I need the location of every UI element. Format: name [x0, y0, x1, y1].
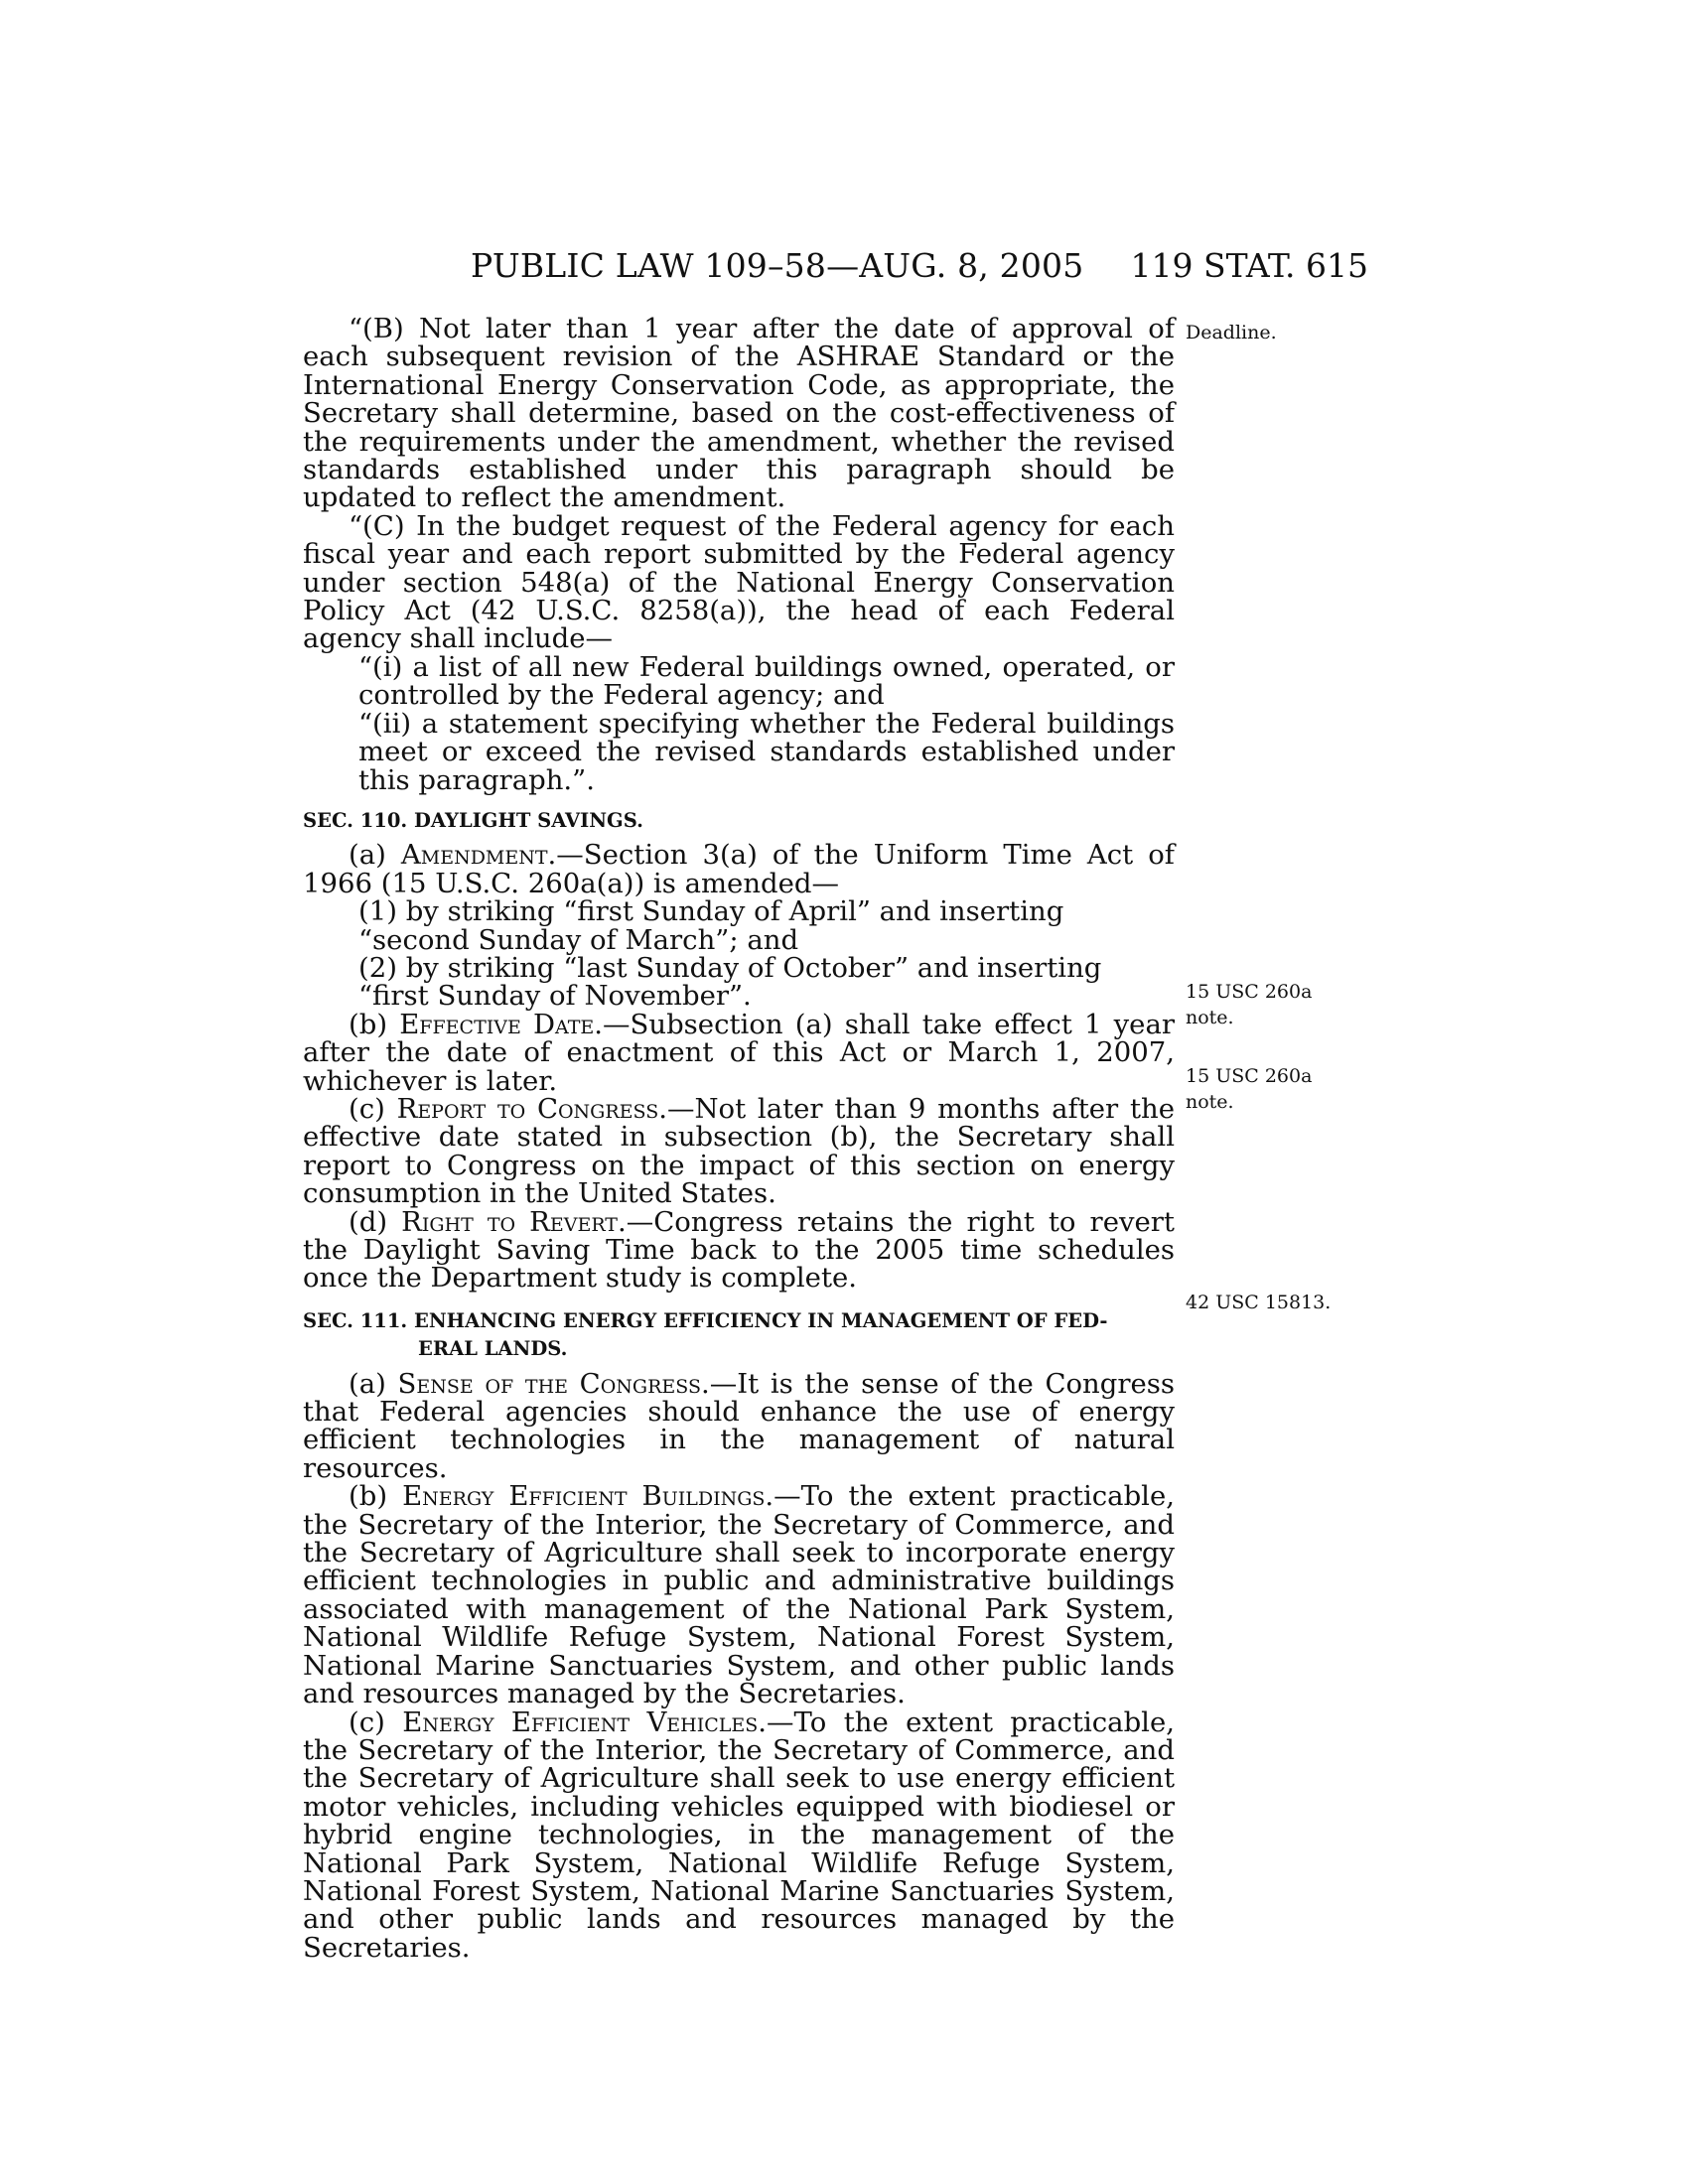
sec110-c-text: —Not later than 9 months after the effective date stated in subsection (b), the Secretary shall report to Congress on the impact of this section on energy consumption in the United States. [303, 1092, 1175, 1210]
sec110-b-caption: Effective Date. [399, 1008, 604, 1040]
sec110-a-clause-1: (1) by striking “first Sunday of April” and inserting “second Sunday of March”; and [358, 895, 1064, 956]
sec110-a-text: —Section 3(a) of the Uniform Time Act of 1966 (15 U.S.C. 260a(a)) is amended— [303, 839, 1175, 899]
margin-note-usc-3: 42 USC 15813. [1186, 1292, 1332, 1313]
section-111-heading [303, 1307, 1175, 1364]
margin-note-usc-1: 15 USC 260a note. [1186, 981, 1313, 1028]
sec110-a-caption: Amendment. [400, 839, 557, 872]
sec110-b-text: —Subsection (a) shall take effect 1 year after the date of enactment of this Act or March 1, 2007, whichever is later. [303, 1008, 1175, 1097]
sec111-subsection-b [303, 1480, 1175, 1710]
sec111-subsection-c [303, 1708, 1175, 1963]
sec111-c-caption: Energy Efficient Vehicles. [402, 1706, 768, 1738]
paragraph-c: “(C) In the budget request of the Federal agency for each fiscal year and each report submitted by the Federal agency under section 548(a) of the National Energy Conservation Policy Act (42 U.S.C. 8258(a)), the head of each Federal agency shall include— [303, 509, 1175, 655]
sec110-subsection-b [303, 1008, 1175, 1097]
sec111-heading-line-1: SEC. 111. ENHANCING ENERGY EFFICIENCY IN MANAGEMENT OF FED- [303, 1308, 1108, 1332]
sec110-subsection-a [303, 841, 1175, 897]
clause-c-ii: “(ii) a statement specifying whether the Federal buildings meet or exceed the revised standards established under this paragraph.”. [358, 707, 1175, 796]
sec110-subsection-d [303, 1205, 1175, 1295]
margin-note-usc-2: 15 USC 260a note. [1186, 1065, 1313, 1113]
section-110-heading: SEC. 110. DAYLIGHT SAVINGS. [303, 808, 643, 832]
sec110-subsection-c [303, 1092, 1175, 1210]
sec110-b-label: (b) [349, 1008, 400, 1040]
margin-note-deadline: Deadline. [1186, 322, 1277, 343]
sec111-subsection-a [303, 1367, 1175, 1484]
page-number: 119 STAT. 615 [1130, 246, 1368, 285]
sec111-b-text: —To the extent practicable, the Secretary of the Interior, the Secretary of Commerce, and the Secretary of Agriculture shall seek to incorporate energy efficient technologies in public and administrative buildings associated with management of the National Park System, National Wildlife Refuge System, National Forest System, National Marine Sanctuaries System, and other public lands and resources managed by the Secretaries. [303, 1480, 1175, 1710]
sec110-a-clause-2: (2) by striking “last Sunday of October” and inserting “first Sunday of November”. [358, 951, 1102, 1013]
page-header [0, 246, 1688, 290]
sec110-d-text: —Congress retains the right to revert the Daylight Saving Time back to the 2005 time schedules once the Department study is complete. [303, 1205, 1175, 1295]
clause-c-i: “(i) a list of all new Federal buildings owned, operated, or controlled by the Federal agency; and [358, 650, 1175, 712]
sec111-b-caption: Energy Efficient Buildings. [402, 1480, 774, 1513]
sec111-b-label: (b) [349, 1480, 403, 1513]
sec111-a-text: —It is the sense of the Congress that Federal agencies should enhance the use of energy efficient technologies in the management of natural resources. [303, 1367, 1175, 1484]
sec110-d-label: (d) [349, 1205, 402, 1238]
sec111-heading-line-2: ERAL LANDS. [418, 1337, 568, 1361]
sec110-d-caption: Right to Revert. [401, 1205, 627, 1238]
sec111-c-label: (c) [349, 1706, 403, 1738]
sec111-a-caption: Sense of the Congress. [397, 1367, 710, 1400]
sec111-a-label: (a) [349, 1367, 398, 1400]
paragraph-b: “(B) Not later than 1 year after the date of approval of each subsequent revision of the ASHRAE Standard or the International Energy Conservation Code, as appropriate, the Secretary shall determine, based on the cost-effectiveness of the requirements under the amendment, whether the revised standards established under this paragraph should be updated to reflect the amendment. [303, 313, 1175, 514]
sec110-c-caption: Report to Congress. [396, 1092, 667, 1125]
sec111-c-text: —To the extent practicable, the Secretary of the Interior, the Secretary of Commerce, and the Secretary of Agriculture shall seek to use energy efficient motor vehicles, including vehicles equipped with biodiesel or hybrid engine technologies, in the management of the National Park System, National Wildlife Refuge System, National Forest System, National Marine Sanctuaries System, and other public lands and resources managed by the Secretaries. [303, 1706, 1175, 1964]
sec110-a-label: (a) [349, 839, 401, 872]
running-head-title: PUBLIC LAW 109–58—AUG. 8, 2005 [471, 246, 1084, 285]
sec110-c-label: (c) [349, 1092, 397, 1125]
document-body [303, 315, 1175, 1962]
